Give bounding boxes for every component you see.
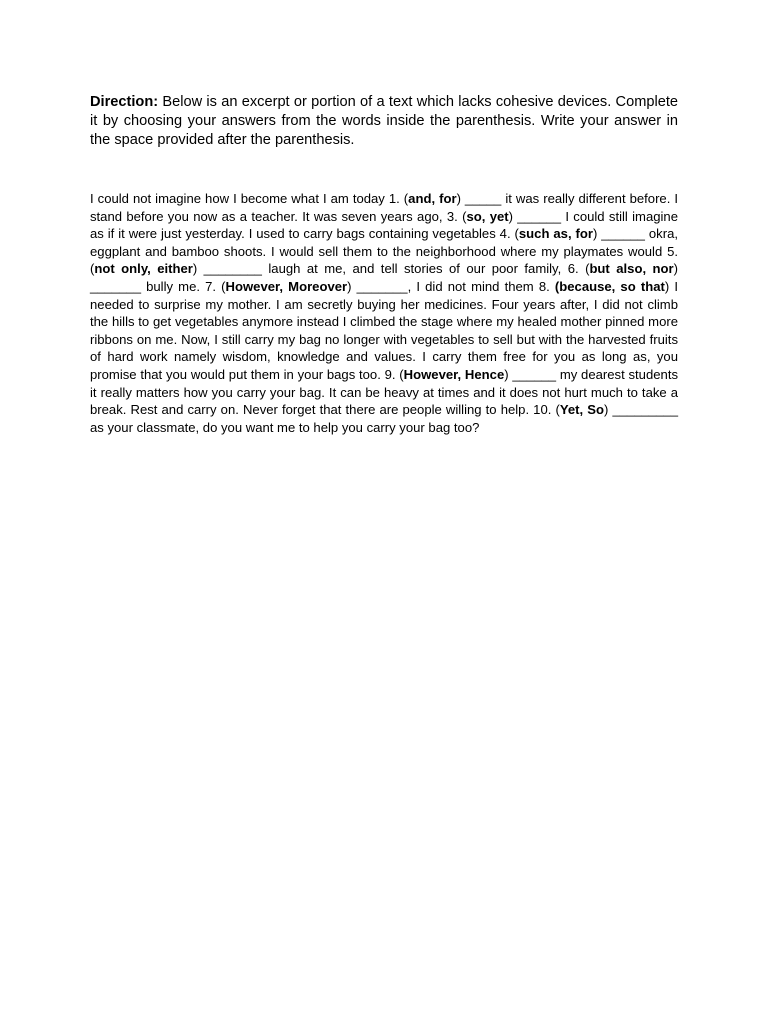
passage-text: I could not imagine how I become what I am today 1. ( <box>90 191 409 206</box>
passage-text: ) I needed to surprise my mother. I am secretly buying her medicines. Four years after, I did not climb the hills to get vegetables anymore instead I climbed the stage where my healed mother pinned more ribbons on me. Now, I still carry my bag no longer with vegetables to sell but with the harvested fruits of hard work namely wisdom, knowledge and values. I carry them free for you as long as, you promise that you would put them in your bags too. 9. ( <box>90 278 678 382</box>
passage-text: ) ________ laugh at me, and tell stories of our poor family, 6. ( <box>192 261 590 277</box>
passage-text: ) ______ okra, eggplant and bamboo shoots. I would sell them to the neighborhood where my playmates would 5. ( <box>90 226 678 277</box>
choice-1: and, for <box>408 191 457 206</box>
passage-text: ) _______ bully me. 7. ( <box>90 261 678 294</box>
choice-7: However, Moreover <box>225 278 348 294</box>
passage-text: ) ______ my dearest students it really matters how you carry your bag. It can be heavy at times and it does not hurt much to take a break. Rest and carry on. Never forget that there are people willing to help. 10. ( <box>90 366 678 418</box>
choice-6: but also, nor <box>589 261 674 277</box>
choice-9: However, Hence <box>403 366 505 382</box>
passage-text: ) _____ it was really different before. I stand before you now as a teacher. It was seven years ago, 3. ( <box>90 191 679 224</box>
choice-8: (because, so that <box>554 278 665 294</box>
passage-paragraph <box>90 190 678 436</box>
direction-paragraph <box>90 93 678 150</box>
passage-text: ) ______ I could still imagine as if it were just yesterday. I used to carry bags containing vegetables 4. ( <box>90 208 678 242</box>
choice-3: so, yet <box>466 208 509 224</box>
direction-text: Below is an excerpt or portion of a text which lacks cohesive devices. Complete it by choosing your answers from the words inside the parenthesis. Write your answer in the space provided after the parenthesis. <box>90 94 678 148</box>
choice-5: not only, either <box>94 261 193 277</box>
passage-text: ) _________ as your classmate, do you want me to help you carry your bag too? <box>90 402 678 435</box>
choice-10: Yet, So <box>559 402 604 418</box>
direction-label: Direction: <box>90 94 159 110</box>
choice-4: such as, for <box>518 226 593 242</box>
passage-text: ) _______, I did not mind them 8. <box>347 278 555 294</box>
